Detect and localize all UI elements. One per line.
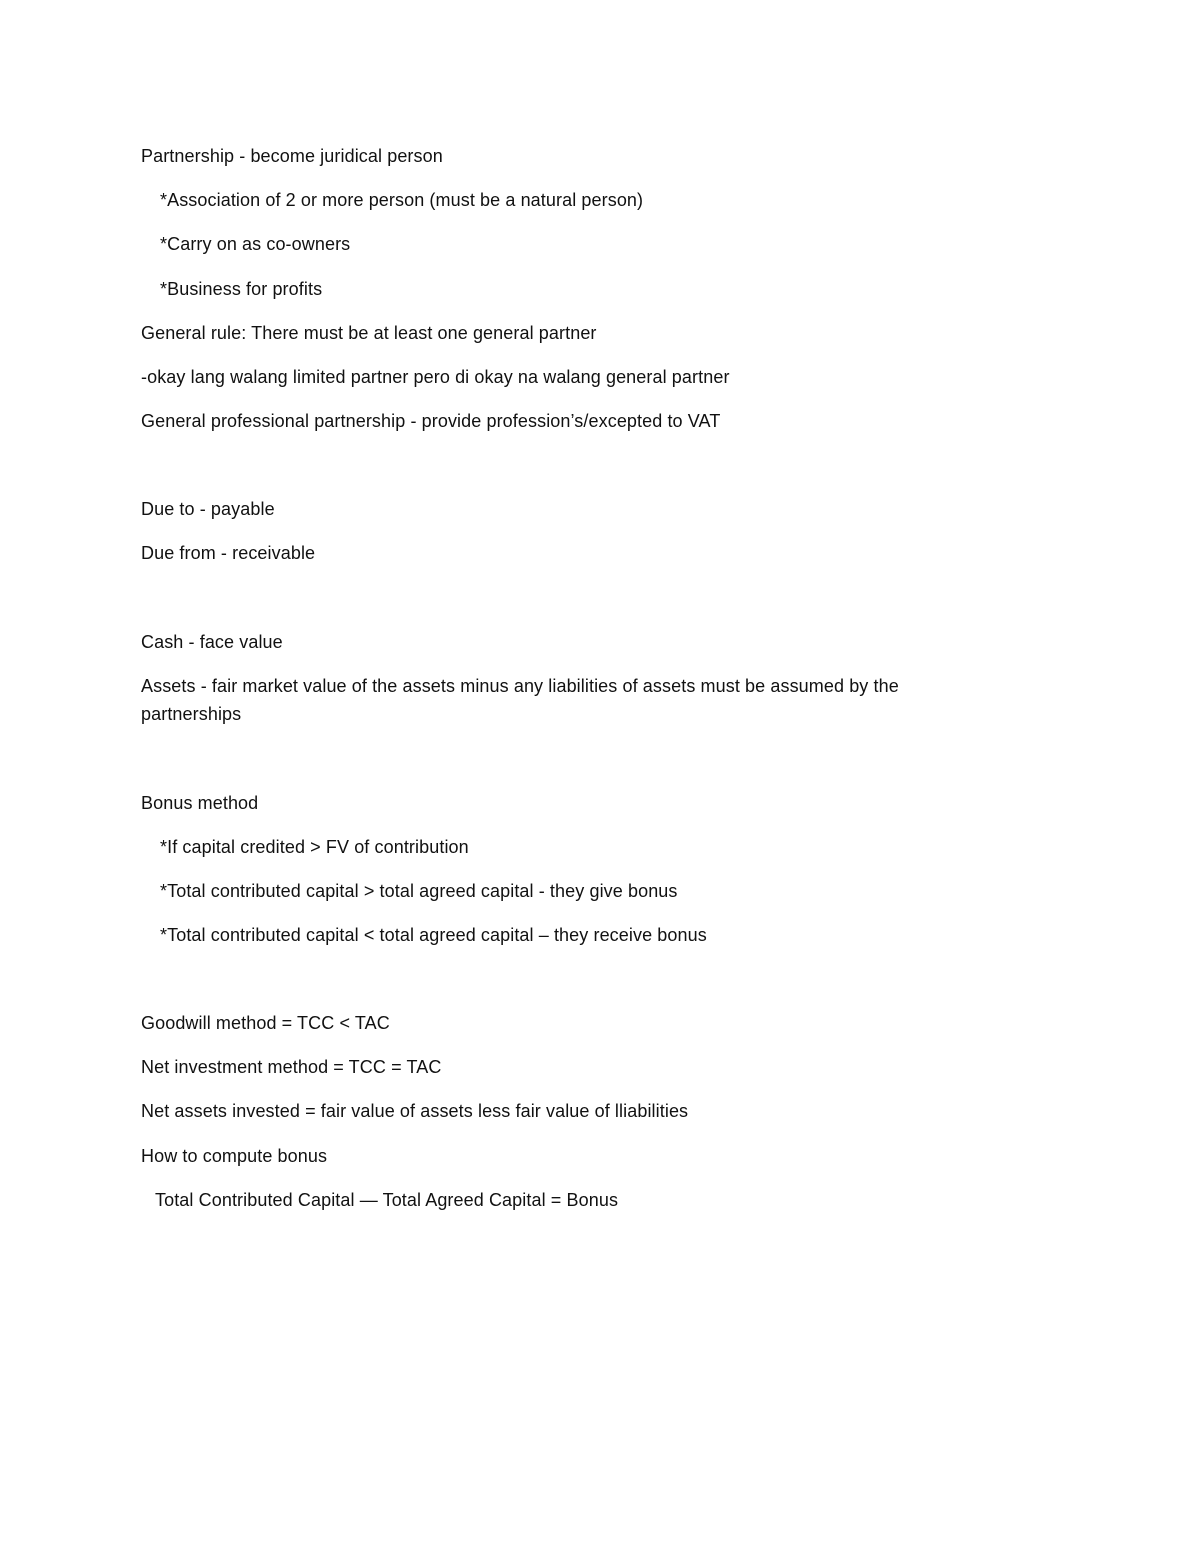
goodwill-method: Goodwill method = TCC < TAC: [141, 1013, 390, 1033]
net-investment-method: Net investment method = TCC = TAC: [141, 1057, 442, 1077]
due-from: Due from - receivable: [141, 543, 316, 563]
net-assets-invested: Net assets invested = fair value of assets less fair value of lliabilities: [141, 1101, 689, 1121]
compute-bonus-heading: How to compute bonus: [141, 1146, 328, 1166]
due-to: Due to - payable: [141, 499, 275, 519]
general-rule: General rule: There must be at least one general partner: [141, 323, 597, 343]
general-rule-note: -okay lang walang limited partner pero di okay na walang general partner: [141, 367, 730, 387]
general-professional-partnership: General professional partnership - provide profession’s/excepted to VAT: [141, 411, 721, 431]
bullet-profits: *Business for profits: [160, 279, 323, 299]
bullet-give-bonus: *Total contributed capital > total agreed capital - they give bonus: [160, 881, 678, 901]
bullet-capital-credited: *If capital credited > FV of contribution: [160, 837, 469, 857]
bullet-association: *Association of 2 or more person (must be a natural person): [160, 190, 644, 210]
bonus-formula: Total Contributed Capital — Total Agreed Capital = Bonus: [155, 1190, 619, 1210]
cash-valuation: Cash - face value: [141, 632, 283, 652]
assets-valuation: Assets - fair market value of the assets minus any liabilities of assets must be assumed by the partnerships: [141, 676, 899, 724]
partnership-definition: Partnership - become juridical person: [141, 146, 443, 166]
bullet-co-owners: *Carry on as co-owners: [160, 234, 351, 254]
bonus-method-heading: Bonus method: [141, 793, 259, 813]
bullet-receive-bonus: *Total contributed capital < total agreed capital – they receive bonus: [160, 925, 707, 945]
